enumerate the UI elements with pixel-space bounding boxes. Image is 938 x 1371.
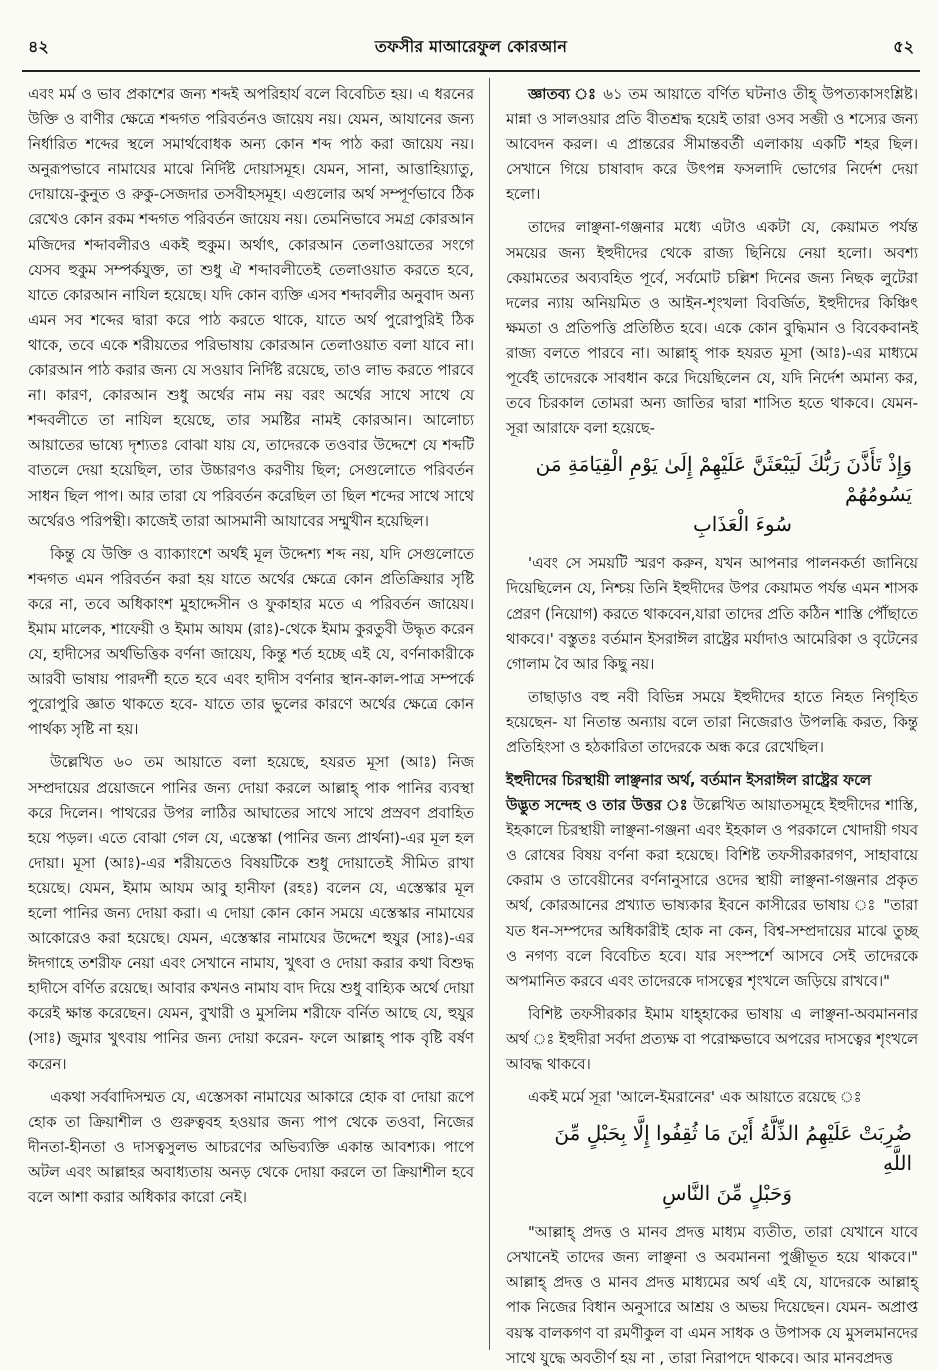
arabic-verse-imran-line-2: وَحَبْلٍ مِّنَ النَّاسِ xyxy=(661,1181,792,1206)
page-header xyxy=(22,30,920,68)
running-title: তফসীর মাআরেফুল কোরআন xyxy=(374,37,568,56)
qa-text: উল্লেখিত আয়াতসমূহে ইহুদীদের শাস্তি, ইহকালে চিরস্থায়ী লাঞ্ছনা-গঞ্জনা এবং ইহকাল ও পরকালে খোদায়ী গযব ও রোষের বিষয় বর্ণনা করা হয়েছে। বিশিষ্ট তফসীরকারগণ, সাহাবায়ে কেরাম ও তাবেয়ীনের বর্ণনানুসারে ওদের স্থায়ী লাঞ্ছনা-গঞ্জনার প্রকৃত অর্থ, কোরআনের প্রখ্যাত ভাষ্যকার ইবনে কাসীরের ভাষায় ঃ "তারা যত ধন-সম্পদের অধিকারীই হোক না কেন, বিশ্ব-সম্প্রদায়ের মাঝে তুচ্ছ ও নগণ্য বলে বিবেচিত হবে। যার সংস্পর্শে আসবে সেই তাদেরকে অপমানিত করবে এবং তাদেরকে দাসত্বের শৃংখলে জড়িয়ে রাখবে।" xyxy=(506,797,918,990)
right-paragraph-3: 'এবং সে সময়টি স্মরণ করুন, যখন আপনার পালনকর্তা জানিয়ে দিয়েছিলেন যে, নিশ্চয় তিনি ইহুদীদের উপর কেয়ামত পর্যন্ত এমন শাসক প্রেরণ (নিয়োগ) করতে থাকবেন,যারা তাদের প্রতি কঠিন শাস্তি পৌঁছাতে থাকবে।' বস্তুতঃ বর্তমান ইসরাঈল রাষ্ট্রের মর্যাদাও আমেরিকা ও বৃটেনের গোলাম বৈ আর কিছু নয়। xyxy=(506,555,918,673)
page-number-right: ৫২ xyxy=(893,37,914,56)
left-paragraph-1: এবং মর্ম ও ভাব প্রকাশের জন্য শব্দই অপরিহার্য বলে বিবেচিত হয়। এ ধরনের উক্তি ও বাণীর ক্ষেত্রে শব্দগত পরিবর্তনও জায়েয নয়। যেমন, আযানের জন্য নির্ধারিত শব্দের স্থলে সমার্থবোধক অন্য কোন শব্দ পাঠ করা জায়েয নয়। অনুরূপভাবে নামাযের মাঝে নির্দিষ্ট দোয়াসমূহ। যেমন, সানা, আত্তাহিয়্যাতু, দোয়ায়ে-কুনুত ও রুকু-সেজদার তসবীহসমূহ। এগুলোর অর্থ সম্পূর্ণভাবে ঠিক রেখেও কোন রকম শব্দগত পরিবর্তন জায়েয নয়। তেমনিভাবে সমগ্র কোরআন মজিদের শব্দাবলীরও একই হুকুম। অর্থাৎ, কোরআন তেলাওয়াতের সংগে যেসব হুকুম সম্পর্কযুক্ত, তা শুধু ঐ শব্দাবলীতেই তেলাওয়াত করতে হবে, যাতে কোরআন নাযিল হয়েছে। যদি কোন ব্যক্তি এসব শব্দাবলীর অনুবাদ অন্য এমন সব শব্দের দ্বারা করে পাঠ করতে থাকে, যাতে অর্থ পুরোপুরিই ঠিক থাকে, তবে একে শরীয়তের পরিভাষায় কোরআন তেলাওয়াত বলা যাবে না। কোরআন পাঠ করার জন্য যে সওয়াব নির্দিষ্ট রয়েছে, তাও লাভ করতে পারবে না। কারণ, কোরআন শুধু অর্থের নাম নয় বরং অর্থের সাথে সাথে যে শব্দবলীতে তা নাযিল হয়েছে, তার সমষ্টির নামই কোরআন। আলোচ্য আয়াতের ভাষ্যে দৃশ্যতঃ বোঝা যায় যে, তাদেরকে তওবার উদ্দেশে যে শব্দটি বাতলে দেয়া হয়েছিল, তার উচ্চারণও করণীয় ছিল; সেগুলোতে পরিবর্তন সাধন ছিল পাপ। আর তারা যে পরিবর্তন করেছিল তা ছিল শব্দের সাথে সাথে অর্থেরও পরিপন্থী। কাজেই তারা আসমানী আযাবের সম্মুখীন হয়েছিল। xyxy=(28,86,474,530)
note-label: জ্ঞাতব্য ঃ xyxy=(528,86,598,103)
right-paragraph-2: তাদের লাঞ্ছনা-গঞ্জনার মধ্যে এটাও একটা যে, কেয়ামত পর্যন্ত সময়ের জন্য ইহুদীদের থেকে রাজ্য ছিনিয়ে নেয়া হলো। অবশ্য কেয়ামতের অব্যবহিত পূর্বে, সর্বমোট চল্লিশ দিনের জন্য নিছক লুটেরা দলের ন্যায় অনিয়মিত ও আইন-শৃংখলা বিবর্জিত, ইহুদীদের কিঞ্চিৎ ক্ষমতা ও প্রতিপত্তি প্রতিষ্ঠিত হবে। একে কোন বুদ্ধিমান ও বিবেকবানই রাজ্য বলতে পারবে না। আল্লাহ্ পাক হযরত মূসা (আঃ)-এর মাধ্যমে পূর্বেই তাদেরকে সাবধান করে দিয়েছিলেন যে, যদি নির্দেশ অমান্য কর, তবে চিরকাল তোমরা অন্য জাতির দ্বারা শাসিত হতে থাকবে। যেমন- সূরা আরাফে বলা হয়েছে- xyxy=(506,219,918,438)
arabic-verse-imran-line-1: ضُرِبَتْ عَلَيْهِمُ الذِّلَّةُ أَيْنَ مَا ثُقِفُوا إِلَّا بِحَبْلٍ مِّنَ اللَّهِ xyxy=(554,1121,912,1176)
column-divider xyxy=(489,78,490,1350)
right-paragraph-7: একই মর্মে সূরা 'আলে-ইমরানের' এক আয়াতে রয়েছে ঃ xyxy=(528,1089,862,1107)
right-paragraph-4: তাছাড়াও বহু নবী বিভিন্ন সময়ে ইহুদীদের হাতে নিহত নিগৃহিত হয়েছেন- যা নিতান্ত অন্যায় বলে তারা নিজেরাও উপলব্ধি করত, কিন্তু প্রতিহিংসা ও হঠকারিতা তাদেরকে অন্ধ করে রেখেছিল। xyxy=(506,688,918,756)
note-text: ৬১ তম আয়াতে বর্ণিত ঘটনাও তীহ্ উপত্যকাসংশ্লিষ্ট। মান্না ও সালওয়ার প্রতি বীতশ্রদ্ধ হয়েই তারা ওসব সব্জী ও শস্যের জন্য আবেদন করল। এ প্রান্তরের সীমান্তবর্তী এলাকায় একটি শহর ছিল। সেখানে গিয়ে চাষাবাদ করে উৎপন্ন ফসলাদি ভোগের নির্দেশ দেয়া হলো। xyxy=(506,86,918,204)
arabic-verse-araf xyxy=(526,449,912,539)
arabic-verse-imran xyxy=(526,1118,912,1208)
left-column xyxy=(28,82,474,1347)
right-column xyxy=(506,82,918,1367)
arabic-verse-araf-line-1: وَإِذْ تَأَذَّنَ رَبُّكَ لَيَبْعَثَنَّ عَلَيْهِمْ إِلَىٰ يَوْمِ الْقِيَامَةِ مَن يَسُومُهُمْ xyxy=(535,452,912,507)
page-number-left: ৪২ xyxy=(28,37,49,56)
left-paragraph-4: একথা সর্ববাদিসম্মত যে, এস্তেসকা নামাযের আকারে হোক বা দোয়া রূপে হোক তা ক্রিয়াশীল ও গুরুত্ববহ হওয়ার জন্য পাপ থেকে তওবা, নিজের দীনতা-হীনতা ও দাসত্বসুলভ আচরণের অভিব্যক্তি একান্ত আবশ্যক। পাপে অটল এবং আল্লাহর অবাধ্যতায় অনড় থেকে দোয়া করলে তা ক্রিয়াশীল হবে বলে আশা করার অধিকার কারো নেই। xyxy=(28,1088,474,1207)
right-paragraph-8: "আল্লাহ্ প্রদত্ত ও মানব প্রদত্ত মাধ্যম ব্যতীত, তারা যেখানে যাবে সেখানেই তাদের জন্য লাঞ্ছনা ও অবমাননা পুঞ্জীভূত হয়ে থাকবে।" আল্লাহ্ প্রদত্ত ও মানব প্রদত্ত মাধ্যমের অর্থ এই যে, যাদেরকে আল্লাহ্ পাক নিজের বিধান অনুসারে আশ্রয় ও অভয় দিয়েছেন। যেমন- অপ্রাপ্ত বয়স্ক বালকগণ বা রমণীকুল বা এমন সাধক ও উপাসক যে মুসলমানদের সাথে যুদ্ধে অবতীর্ণ হয় না , তারা নিরাপদে থাকবে। আর মানবপ্রদত্ত xyxy=(506,1224,918,1367)
right-paragraph-5 xyxy=(506,793,918,994)
left-paragraph-2: কিন্তু যে উক্তি ও ব্যাক্যাংশে অর্থই মূল উদ্দেশ্য শব্দ নয়, যদি সেগুলোতে শব্দগত এমন পরিবর্তন করা হয় যাতে অর্থের ক্ষেত্রে কোন প্রতিক্রিয়ার সৃষ্টি করে না, তবে অধিকাংশ মুহাদ্দেসীন ও ফুকাহার মতে এ পরিবর্তন জায়েয। ইমাম মালেক, শাফেয়ী ও ইমাম আযম (রাঃ)-থেকে ইমাম কুরতুবী উদ্ধৃত করেন যে, হাদীসের অর্থভিত্তিক বর্ণনা জায়েয, কিন্তু শর্ত হচ্ছে এই যে, বর্ণনাকারীকে আরবী ভাষায় পারদর্শী হতে হবে এবং হাদীস বর্ণনার স্থান-কাল-পাত্র সম্পর্কে পুরোপুরি জ্ঞাত থাকতে হবে- যাতে তার ভুলের কারণে অর্থের ক্ষেত্রে কোন পার্থক্য সৃষ্টি না হয়। xyxy=(28,545,474,739)
right-paragraph-6: বিশিষ্ট তফসীরকার ইমাম যাহ্হাকের ভাষায় এ লাঞ্ছনা-অবমাননার অর্থ ঃ ইহুদীরা সর্বদা প্রত্যক্ষ বা পরোক্ষভাবে অপরের দাসত্বের শৃংখলে আবদ্ধ থাকবে। xyxy=(506,1005,918,1073)
left-paragraph-3: উল্লেখিত ৬০ তম আয়াতে বলা হয়েছে, হযরত মূসা (আঃ) নিজ সম্প্রদায়ের প্রয়োজনে পানির জন্য দোয়া করলে আল্লাহ্ পাক পানির ব্যবস্থা করে দিলেন। পাথরের উপর লাঠির আঘাতের সাথে সাথে প্রস্রবণ প্রবাহিত হয়ে পড়ল। এতে বোঝা গেল যে, এস্তেস্কা (পানির জন্য প্রার্থনা)-এর মূল হল দোয়া। মূসা (আঃ)-এর শরীয়তেও বিষয়টিকে শুধু দোয়াতেই সীমিত রাখা হয়েছে। যেমন, ইমাম আযম আবু হানীফা (রহঃ) বলেন যে, এস্তেস্কার মূল হলো পানির জন্য দোয়া করা। এ দোয়া কোন কোন সময়ে এস্তেস্কার নামাযের আকোরেও করা হয়েছে। যেমন, এস্তেস্কার নামাযের উদ্দেশে হুযুর (সাঃ)-এর ঈদগাহে তশরীফ নেয়া এবং সেখানে নামায, খুৎবা ও দোয়া করার কথা বিশুদ্ধ হাদীসে বর্ণিত রয়েছে। আবার কখনও নামায বাদ দিয়ে শুধু বাহ্যিক অর্থে দোয়া করেই ক্ষান্ত করেছেন। যেমন, বুখারী ও মুসলিম শরীফে বর্নিত আছে যে, হুযুর (সাঃ) জুমার খুৎবায় পানির জন্য দোয়া করেন- ফলে আল্লাহ্ পাক বৃষ্টি বর্ষণ করেন। xyxy=(28,754,474,1073)
qa-label: উদ্ভুত সন্দেহ ও তার উত্তর ঃ xyxy=(506,797,688,815)
header-rule xyxy=(22,70,920,72)
arabic-verse-araf-line-2: سُوءَ الْعَذَابِ xyxy=(692,512,792,537)
section-heading: ইহুদীদের চিরস্থায়ী লাঞ্ছনার অর্থ, বর্তমান ইসরাঈল রাষ্ট্রের ফলে xyxy=(506,772,872,790)
right-paragraph-1 xyxy=(506,82,918,207)
